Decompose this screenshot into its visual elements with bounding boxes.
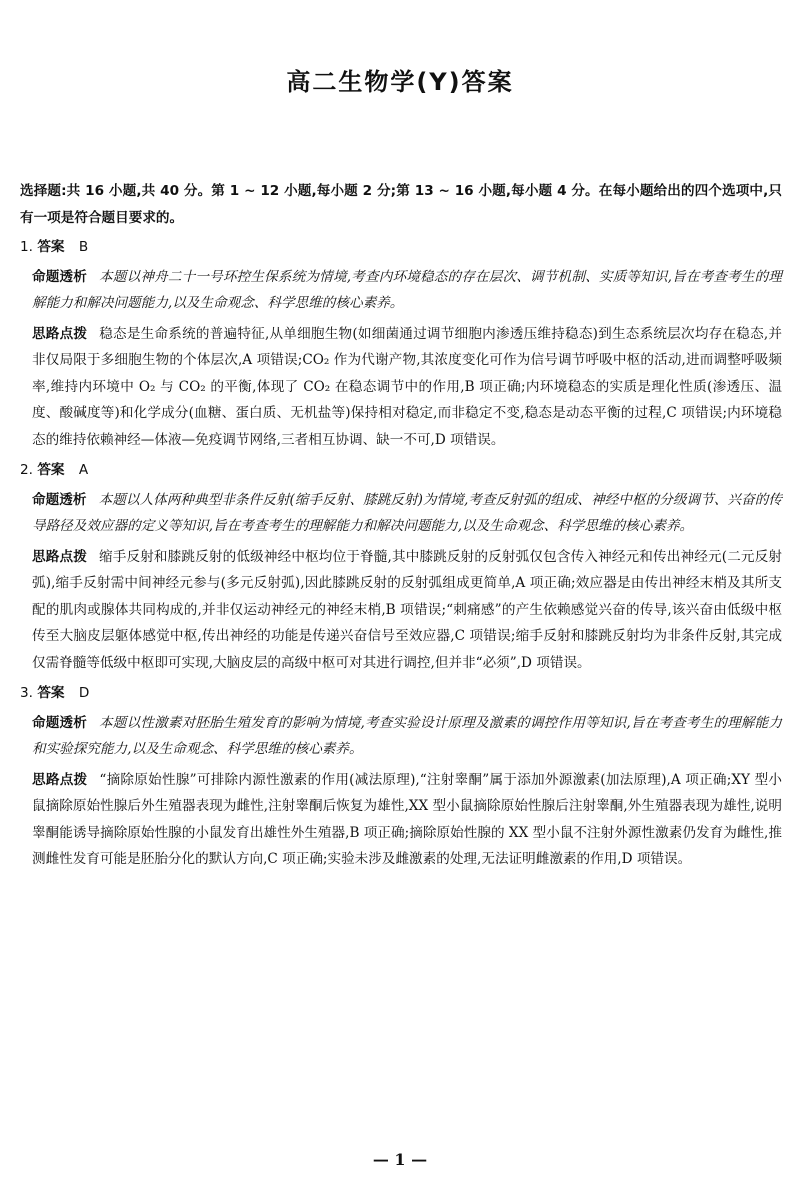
- analysis-label: 思路点拨: [32, 325, 88, 342]
- answer-value: B: [78, 239, 89, 255]
- question-3: [20, 680, 782, 873]
- question-2: [20, 457, 782, 676]
- page-number: — 1 —: [372, 1150, 428, 1169]
- question-header: [20, 457, 782, 484]
- question-number: 3.: [20, 685, 33, 701]
- intent-text: 本题以人体两种典型非条件反射(缩手反射、膝跳反射)为情境,考查反射弧的组成、神经中枢的分级调节、兴奋的传导路径及效应器的定义等知识,旨在考查考生的理解能力和解决问题能力,以及生命观念、科学思维的核心素养。: [32, 491, 783, 534]
- analysis-text: 稳态是生命系统的普遍特征,从单细胞生物(如细菌通过调节细胞内渗透压维持稳态)到生态系统层次均存在稳态,并非仅局限于多细胞生物的个体层次,A 项错误;CO₂ 作为代谢产物,其浓度变化可作为信号调节呼吸中枢的活动,进而调整呼吸频率,维持内环境中 O₂ 与 CO₂ 的平衡,体现了 CO₂ 在稳态调节中的作用,B 项正确;内环境稳态的实质是理化性质(渗透压、温度、酸碱度等)和化学成分(血糖、蛋白质、无机盐等)保持相对稳定,而非稳定不变,稳态是动态平衡的过程,C 项错误;内环境稳态的维持依赖神经—体液—免疫调节网络,三者相互协调、缺一不可,D 项错误。: [32, 325, 783, 448]
- intent-text: 本题以性激素对胚胎生殖发育的影响为情境,考查实验设计原理及激素的调控作用等知识,旨在考查考生的理解能力和实验探究能力,以及生命观念、科学思维的核心素养。: [32, 714, 783, 757]
- intent-paragraph: [20, 487, 782, 540]
- analysis-label: 思路点拨: [32, 771, 88, 788]
- analysis-label: 思路点拨: [32, 548, 87, 565]
- intent-label: 命题透析: [32, 714, 88, 731]
- intent-paragraph: [20, 264, 782, 317]
- analysis-paragraph: [20, 544, 782, 677]
- analysis-text: “摘除原始性腺”可排除内源性激素的作用(减法原理),“注射睾酮”属于添加外源激素(加法原理),A 项正确;XY 型小鼠摘除原始性腺后外生殖器表现为雌性,注射睾酮后恢复为雄性,XX 型小鼠摘除原始性腺后注射睾酮,外生殖器表现为雄性,说明睾酮能诱导摘除原始性腺的小鼠发育出雄性外生殖器,B 项正确;摘除原始性腺的 XX 型小鼠不注射外源性激素仍发育为雌性,推测雌性发育可能是胚胎分化的默认方向,C 项正确;实验未涉及雌激素的处理,无法证明雌激素的作用,D 项错误。: [32, 771, 783, 867]
- intent-text: 本题以神舟二十一号环控生保系统为情境,考查内环境稳态的存在层次、调节机制、实质等知识,旨在考查考生的理解能力和解决问题能力,以及生命观念、科学思维的核心素养。: [32, 268, 783, 311]
- answer-value: A: [78, 462, 89, 478]
- answer-label: 答案: [37, 239, 65, 255]
- intent-paragraph: [20, 710, 782, 763]
- intent-label: 命题透析: [32, 268, 88, 285]
- answer-content: [20, 178, 782, 877]
- page-title: 高二生物学(Y)答案: [286, 68, 514, 96]
- question-number: 1.: [20, 239, 33, 255]
- question-header: [20, 680, 782, 707]
- question-number: 2.: [20, 462, 33, 478]
- answer-value: D: [78, 685, 90, 701]
- analysis-paragraph: [20, 321, 782, 454]
- analysis-paragraph: [20, 767, 782, 873]
- answer-label: 答案: [37, 462, 65, 478]
- answer-label: 答案: [37, 685, 65, 701]
- section-instructions: 选择题:共 16 小题,共 40 分。第 1 ~ 12 小题,每小题 2 分;第 13 ~ 16 小题,每小题 4 分。在每小题给出的四个选项中,只有一项是符合题目要求的。: [20, 183, 782, 226]
- intent-label: 命题透析: [32, 491, 87, 508]
- question-header: [20, 234, 782, 261]
- question-1: [20, 234, 782, 453]
- analysis-text: 缩手反射和膝跳反射的低级神经中枢均位于脊髓,其中膝跳反射的反射弧仅包含传入神经元和传出神经元(二元反射弧),缩手反射需中间神经元参与(多元反射弧),因此膝跳反射的反射弧组成更简单,A 项正确;效应器是由传出神经末梢及其所支配的肌肉或腺体共同构成的,并非仅运动神经元的神经末梢,B 项错误;“刺痛感”的产生依赖感觉兴奋的传导,该兴奋由低级中枢传至大脑皮层躯体感觉中枢,传出神经的功能是传递兴奋信号至效应器,C 项错误;缩手反射和膝跳反射均为非条件反射,其完成仅需脊髓等低级中枢即可实现,大脑皮层的高级中枢可对其进行调控,但并非“必须”,D 项错误。: [32, 548, 783, 671]
